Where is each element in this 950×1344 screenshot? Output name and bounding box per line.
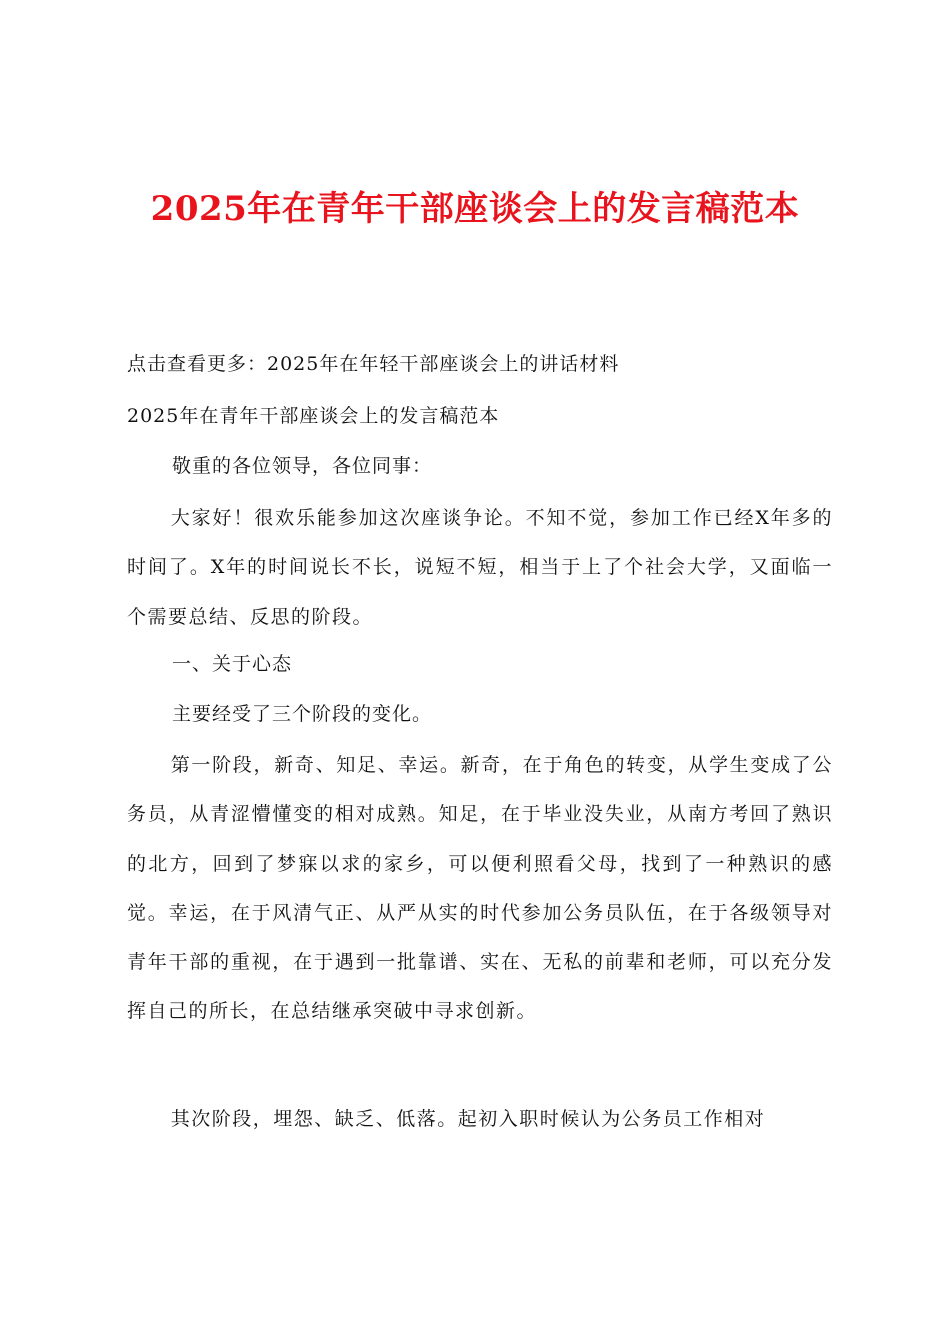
document-title: 2025年在青年干部座谈会上的发言稿范本: [150, 189, 800, 229]
stage2-paragraph-block: [127, 1095, 833, 1144]
stage2-paragraph: 其次阶段，埋怨、缺乏、低落。起初入职时候认为公务员工作相对: [170, 1108, 766, 1130]
stage1-paragraph: 第一阶段，新奇、知足、幸运。新奇，在于角色的转变，从学生变成了公务员，从青涩懵懂变的相对成熟。知足，在于毕业没失业，从南方考回了熟识的北方，回到了梦寐以求的家乡，可以便利照看父母，找到了一种熟识的感觉。幸运，在于风清气正、从严从实的时代参加公务员队伍，在于各级领导对青年干部的重视，在于遇到一批靠谱、实在、无私的前辈和老师，可以充分发挥自己的所长，在总结继承突破中寻求创新。: [127, 754, 833, 1023]
stage1-paragraph-block: [127, 741, 833, 1037]
intro-paragraph: 大家好！很欢乐能参加这次座谈争论。不知不觉，参加工作已经X年多的时间了。X年的时间说长不长，说短不短，相当于上了个社会大学，又面临一个需要总结、反思的阶段。: [127, 507, 833, 628]
related-link[interactable]: 点击查看更多：2025年在年轻干部座谈会上的讲话材料: [127, 353, 620, 375]
section-lead: 主要经受了三个阶段的变化。: [172, 703, 433, 725]
intro-paragraph-block: [127, 494, 833, 642]
salutation: 敬重的各位领导，各位同事：: [172, 455, 433, 477]
document-subtitle: 2025年在青年干部座谈会上的发言稿范本: [127, 405, 500, 427]
section-heading: 一、关于心态: [172, 653, 293, 675]
